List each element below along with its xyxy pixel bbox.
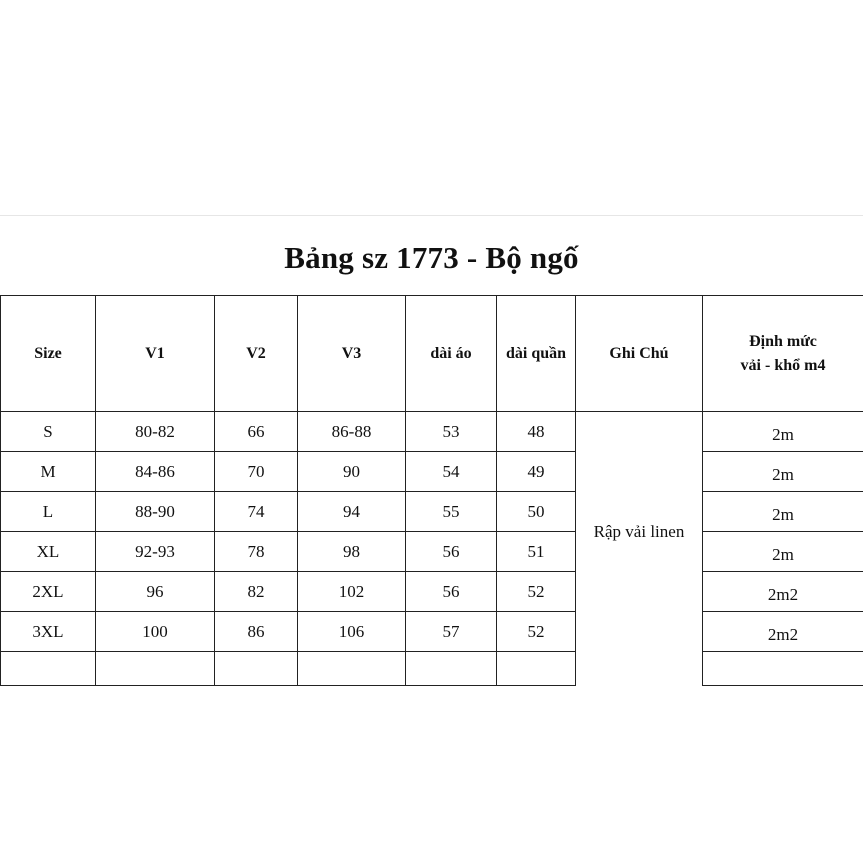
header-dai-ao: dài áo xyxy=(406,296,497,412)
cell-v3: 98 xyxy=(298,532,406,572)
cell-v1: 100 xyxy=(96,612,215,652)
cell-v1: 80-82 xyxy=(96,412,215,452)
cell-dai-ao: 53 xyxy=(406,412,497,452)
cell-empty xyxy=(1,652,96,686)
cell-size: 2XL xyxy=(1,572,96,612)
header-size: Size xyxy=(1,296,96,412)
cell-dinh-muc: 2m xyxy=(703,452,863,492)
cell-empty xyxy=(497,652,576,686)
cell-empty-note xyxy=(576,652,703,686)
table-row xyxy=(1,572,863,612)
cell-v2: 66 xyxy=(215,412,298,452)
size-chart-sheet xyxy=(0,215,863,649)
title-box xyxy=(0,215,863,295)
table-row xyxy=(1,412,863,452)
cell-v3: 102 xyxy=(298,572,406,612)
cell-v1: 96 xyxy=(96,572,215,612)
cell-v3: 90 xyxy=(298,452,406,492)
cell-dai-quan: 48 xyxy=(497,412,576,452)
header-dai-quan: dài quần xyxy=(497,296,576,412)
cell-size: M xyxy=(1,452,96,492)
cell-ghi-chu: Rập vải linen xyxy=(576,412,703,652)
size-table xyxy=(0,295,863,686)
cell-empty xyxy=(96,652,215,686)
cell-size: XL xyxy=(1,532,96,572)
header-dinh-muc-line1: Định mức xyxy=(749,332,817,350)
chart-title: Bảng sz 1773 - Bộ ngố xyxy=(284,239,579,275)
cell-dai-quan: 49 xyxy=(497,452,576,492)
table-row xyxy=(1,612,863,652)
cell-dai-ao: 57 xyxy=(406,612,497,652)
cell-empty xyxy=(215,652,298,686)
cell-v1: 84-86 xyxy=(96,452,215,492)
cell-v3: 106 xyxy=(298,612,406,652)
header-ghi-chu: Ghi Chú xyxy=(576,296,703,412)
cell-dai-quan: 50 xyxy=(497,492,576,532)
cell-v2: 86 xyxy=(215,612,298,652)
header-v1: V1 xyxy=(96,296,215,412)
cell-v2: 82 xyxy=(215,572,298,612)
cell-dai-ao: 55 xyxy=(406,492,497,532)
table-row xyxy=(1,532,863,572)
cell-dinh-muc: 2m xyxy=(703,492,863,532)
header-dinh-muc-line2: vải - khổ m4 xyxy=(740,356,826,374)
cell-v2: 78 xyxy=(215,532,298,572)
cell-empty xyxy=(703,652,863,686)
header-dinh-muc xyxy=(703,296,863,412)
cell-size: S xyxy=(1,412,96,452)
cell-v2: 70 xyxy=(215,452,298,492)
table-row-empty xyxy=(1,652,863,686)
header-row xyxy=(1,296,863,412)
table-row xyxy=(1,452,863,492)
header-v2: V2 xyxy=(215,296,298,412)
cell-dinh-muc: 2m xyxy=(703,532,863,572)
cell-v3: 86-88 xyxy=(298,412,406,452)
cell-empty xyxy=(298,652,406,686)
cell-dai-ao: 54 xyxy=(406,452,497,492)
cell-size: 3XL xyxy=(1,612,96,652)
cell-dai-quan: 52 xyxy=(497,612,576,652)
cell-dinh-muc: 2m2 xyxy=(703,612,863,652)
cell-dai-ao: 56 xyxy=(406,532,497,572)
cell-size: L xyxy=(1,492,96,532)
cell-v1: 92-93 xyxy=(96,532,215,572)
cell-empty xyxy=(406,652,497,686)
cell-dai-quan: 51 xyxy=(497,532,576,572)
cell-v3: 94 xyxy=(298,492,406,532)
cell-dinh-muc: 2m xyxy=(703,412,863,452)
cell-v1: 88-90 xyxy=(96,492,215,532)
cell-v2: 74 xyxy=(215,492,298,532)
cell-dai-quan: 52 xyxy=(497,572,576,612)
cell-dinh-muc: 2m2 xyxy=(703,572,863,612)
cell-dai-ao: 56 xyxy=(406,572,497,612)
header-v3: V3 xyxy=(298,296,406,412)
table-row xyxy=(1,492,863,532)
